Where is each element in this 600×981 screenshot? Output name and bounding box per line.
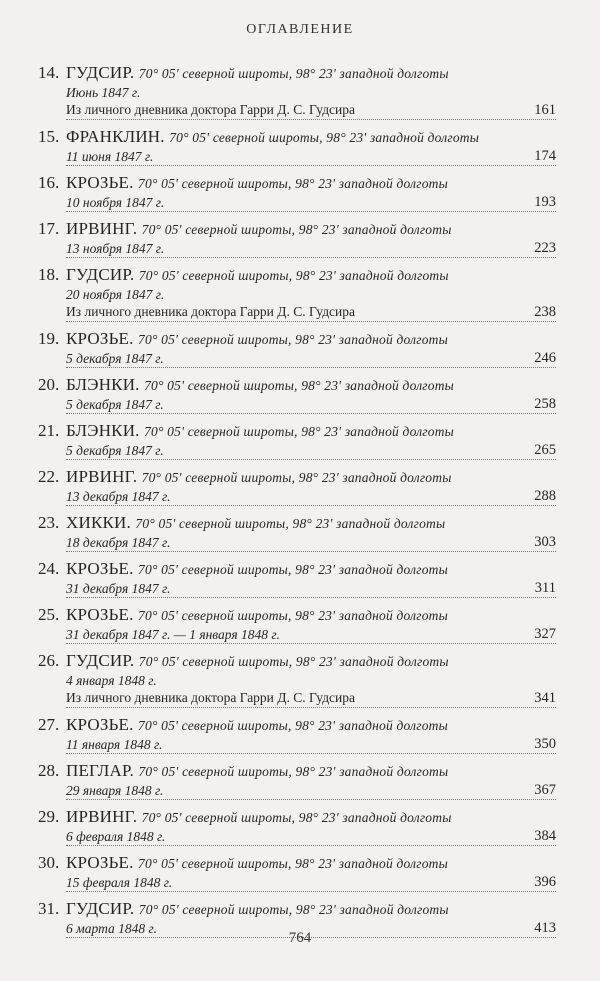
entry-date: 11 июня 1847 г.: [66, 149, 154, 164]
toc-entry[interactable]: [38, 374, 556, 414]
table-of-contents: [38, 62, 556, 944]
chapter-number: 15.: [38, 127, 60, 146]
coordinates: 70° 05' северной широты, 98° 23' западной долготы: [141, 222, 452, 237]
chapter-heading: [66, 714, 448, 737]
chapter-number: 28.: [38, 761, 60, 780]
diary-line: [66, 689, 556, 708]
toc-entry[interactable]: [38, 650, 556, 708]
chapter-heading: [66, 218, 452, 241]
chapter-number: 25.: [38, 605, 60, 624]
toc-entry[interactable]: [38, 760, 556, 800]
narrator-name: ГУДСИР.: [66, 265, 135, 284]
chapter-number: 26.: [38, 651, 60, 670]
coordinates: 70° 05' северной широты, 98° 23' западной долготы: [138, 608, 448, 623]
chapter-number: 24.: [38, 559, 60, 578]
page-ref: 223: [534, 240, 556, 256]
toc-entry-heading: [38, 806, 556, 828]
entry-date-line: [66, 672, 556, 689]
toc-entry[interactable]: [38, 328, 556, 368]
entry-date-line: [66, 240, 556, 258]
narrator-name: КРОЗЬЕ.: [66, 715, 134, 734]
chapter-number: 31.: [38, 899, 60, 918]
page-ref: 311: [534, 580, 556, 596]
toc-entry-heading: [38, 218, 556, 240]
toc-entry-heading: [38, 650, 556, 672]
page-ref: 265: [534, 442, 556, 458]
toc-entry-heading: [38, 374, 556, 396]
entry-date-line: [66, 874, 556, 892]
entry-date: 10 ноября 1847 г.: [66, 195, 165, 210]
entry-date: 13 ноября 1847 г.: [66, 241, 165, 256]
chapter-number: 21.: [38, 421, 60, 440]
chapter-heading: [66, 558, 448, 581]
entry-date-line: [66, 782, 556, 800]
toc-entry[interactable]: [38, 604, 556, 644]
coordinates: 70° 05' северной широты, 98° 23' западной долготы: [169, 130, 480, 145]
entry-date: 4 января 1848 г.: [66, 673, 157, 688]
coordinates: 70° 05' северной широты, 98° 23' западной долготы: [144, 378, 454, 393]
toc-entry[interactable]: [38, 264, 556, 322]
toc-entry[interactable]: [38, 466, 556, 506]
entry-date: 11 января 1848 г.: [66, 737, 163, 752]
entry-date: 15 февраля 1848 г.: [66, 875, 173, 890]
entry-date: 29 января 1848 г.: [66, 783, 164, 798]
chapter-heading: [66, 126, 479, 149]
coordinates: 70° 05' северной широты, 98° 23' западной долготы: [138, 902, 449, 917]
chapter-heading: [66, 466, 452, 489]
chapter-number: 22.: [38, 467, 60, 486]
narrator-name: КРОЗЬЕ.: [66, 853, 134, 872]
toc-entry[interactable]: [38, 558, 556, 598]
narrator-name: КРОЗЬЕ.: [66, 329, 134, 348]
toc-entry[interactable]: [38, 806, 556, 846]
toc-entry-heading: [38, 466, 556, 488]
entry-date-line: [66, 350, 556, 368]
toc-entry-heading: [38, 852, 556, 874]
coordinates: 70° 05' северной широты, 98° 23' западной долготы: [138, 176, 448, 191]
entry-date-line: [66, 828, 556, 846]
diary-label: Из личного дневника доктора Гарри Д. С. Гудсира: [66, 690, 356, 705]
entry-date-line: [66, 626, 556, 644]
chapter-heading: [66, 650, 449, 673]
chapter-number: 17.: [38, 219, 60, 238]
chapter-number: 27.: [38, 715, 60, 734]
toc-entry-heading: [38, 604, 556, 626]
diary-label: Из личного дневника доктора Гарри Д. С. Гудсира: [66, 304, 356, 319]
page-ref: 413: [534, 920, 556, 936]
narrator-name: БЛЭНКИ.: [66, 375, 140, 394]
chapter-number: 19.: [38, 329, 60, 348]
page-ref: 174: [534, 148, 556, 164]
toc-entry-heading: [38, 264, 556, 286]
entry-date-line: [66, 736, 556, 754]
entry-date-line: [66, 396, 556, 414]
narrator-name: ИРВИНГ.: [66, 807, 138, 826]
entry-date: 6 марта 1848 г.: [66, 921, 157, 936]
narrator-name: КРОЗЬЕ.: [66, 559, 134, 578]
entry-date: 20 ноября 1847 г.: [66, 287, 165, 302]
coordinates: 70° 05' северной широты, 98° 23' западной долготы: [138, 66, 449, 81]
coordinates: 70° 05' северной широты, 98° 23' западной долготы: [138, 718, 448, 733]
coordinates: 70° 05' северной широты, 98° 23' западной долготы: [138, 654, 449, 669]
page-ref: 396: [534, 874, 556, 890]
page-ref: 367: [534, 782, 556, 798]
narrator-name: ХИККИ.: [66, 513, 131, 532]
page-ref: 288: [534, 488, 556, 504]
chapter-number: 23.: [38, 513, 60, 532]
chapter-number: 16.: [38, 173, 60, 192]
narrator-name: ИРВИНГ.: [66, 467, 138, 486]
toc-entry[interactable]: [38, 126, 556, 166]
chapter-heading: [66, 62, 449, 85]
entry-date-line: [66, 148, 556, 166]
chapter-heading: [66, 806, 452, 829]
coordinates: 70° 05' северной широты, 98° 23' западной долготы: [135, 516, 446, 531]
toc-entry[interactable]: [38, 714, 556, 754]
chapter-number: 30.: [38, 853, 60, 872]
entry-date-line: [66, 84, 556, 101]
toc-entry-heading: [38, 558, 556, 580]
chapter-heading: [66, 852, 448, 875]
page-ref: 238: [534, 304, 556, 320]
toc-entry[interactable]: [38, 852, 556, 892]
narrator-name: ГУДСИР.: [66, 63, 135, 82]
toc-entry-heading: [38, 898, 556, 920]
entry-date: 18 декабря 1847 г.: [66, 535, 171, 550]
toc-entry-heading: [38, 126, 556, 148]
entry-date-line: [66, 442, 556, 460]
narrator-name: ГУДСИР.: [66, 899, 135, 918]
entry-date: 6 февраля 1848 г.: [66, 829, 166, 844]
page-ref: 341: [534, 690, 556, 706]
toc-entry[interactable]: [38, 218, 556, 258]
page-ref: 246: [534, 350, 556, 366]
entry-date: 13 декабря 1847 г.: [66, 489, 171, 504]
toc-entry-heading: [38, 760, 556, 782]
page-ref: 327: [534, 626, 556, 642]
entry-date-line: [66, 286, 556, 303]
chapter-heading: [66, 172, 448, 195]
toc-entry-heading: [38, 512, 556, 534]
narrator-name: ИРВИНГ.: [66, 219, 138, 238]
toc-entry[interactable]: [38, 420, 556, 460]
page-ref: 193: [534, 194, 556, 210]
chapter-heading: [66, 328, 448, 351]
entry-date-line: [66, 194, 556, 212]
chapter-heading: [66, 760, 448, 783]
diary-line: [66, 303, 556, 322]
page-ref: 161: [534, 102, 556, 118]
page-ref: 303: [534, 534, 556, 550]
toc-entry[interactable]: [38, 512, 556, 552]
toc-entry[interactable]: [38, 62, 556, 120]
chapter-heading: [66, 512, 445, 535]
narrator-name: КРОЗЬЕ.: [66, 605, 134, 624]
coordinates: 70° 05' северной широты, 98° 23' западной долготы: [141, 470, 452, 485]
coordinates: 70° 05' северной широты, 98° 23' западной долготы: [138, 332, 448, 347]
coordinates: 70° 05' северной широты, 98° 23' западной долготы: [141, 810, 452, 825]
narrator-name: ФРАНКЛИН.: [66, 127, 165, 146]
chapter-heading: [66, 264, 449, 287]
entry-date-line: [66, 534, 556, 552]
narrator-name: ГУДСИР.: [66, 651, 135, 670]
toc-entry-heading: [38, 62, 556, 84]
chapter-heading: [66, 604, 448, 627]
toc-entry-heading: [38, 714, 556, 736]
entry-date: 5 декабря 1847 г.: [66, 351, 164, 366]
entry-date: 31 декабря 1847 г.: [66, 581, 171, 596]
chapter-heading: [66, 420, 454, 443]
page-ref: 384: [534, 828, 556, 844]
narrator-name: БЛЭНКИ.: [66, 421, 140, 440]
page-ref: 350: [534, 736, 556, 752]
entry-date-line: [66, 488, 556, 506]
coordinates: 70° 05' северной широты, 98° 23' западной долготы: [138, 562, 448, 577]
chapter-number: 18.: [38, 265, 60, 284]
page-number: 764: [288, 930, 312, 946]
toc-entry-heading: [38, 172, 556, 194]
chapter-heading: [66, 374, 454, 397]
toc-entry[interactable]: [38, 172, 556, 212]
coordinates: 70° 05' северной широты, 98° 23' западной долготы: [138, 764, 449, 779]
narrator-name: ПЕГЛАР.: [66, 761, 134, 780]
diary-line: [66, 101, 556, 120]
toc-entry-heading: [38, 328, 556, 350]
page-title: ОГЛАВЛЕНИЕ: [246, 22, 354, 37]
entry-date: Июнь 1847 г.: [66, 85, 141, 100]
chapter-number: 20.: [38, 375, 60, 394]
chapter-heading: [66, 898, 449, 921]
toc-entry-heading: [38, 420, 556, 442]
entry-date-line: [66, 580, 556, 598]
diary-label: Из личного дневника доктора Гарри Д. С. Гудсира: [66, 102, 356, 117]
entry-date: 5 декабря 1847 г.: [66, 397, 164, 412]
coordinates: 70° 05' северной широты, 98° 23' западной долготы: [144, 424, 454, 439]
coordinates: 70° 05' северной широты, 98° 23' западной долготы: [138, 856, 448, 871]
coordinates: 70° 05' северной широты, 98° 23' западной долготы: [138, 268, 449, 283]
page-ref: 258: [534, 396, 556, 412]
chapter-number: 29.: [38, 807, 60, 826]
narrator-name: КРОЗЬЕ.: [66, 173, 134, 192]
entry-date: 5 декабря 1847 г.: [66, 443, 164, 458]
chapter-number: 14.: [38, 63, 60, 82]
entry-date: 31 декабря 1847 г. — 1 января 1848 г.: [66, 627, 280, 642]
